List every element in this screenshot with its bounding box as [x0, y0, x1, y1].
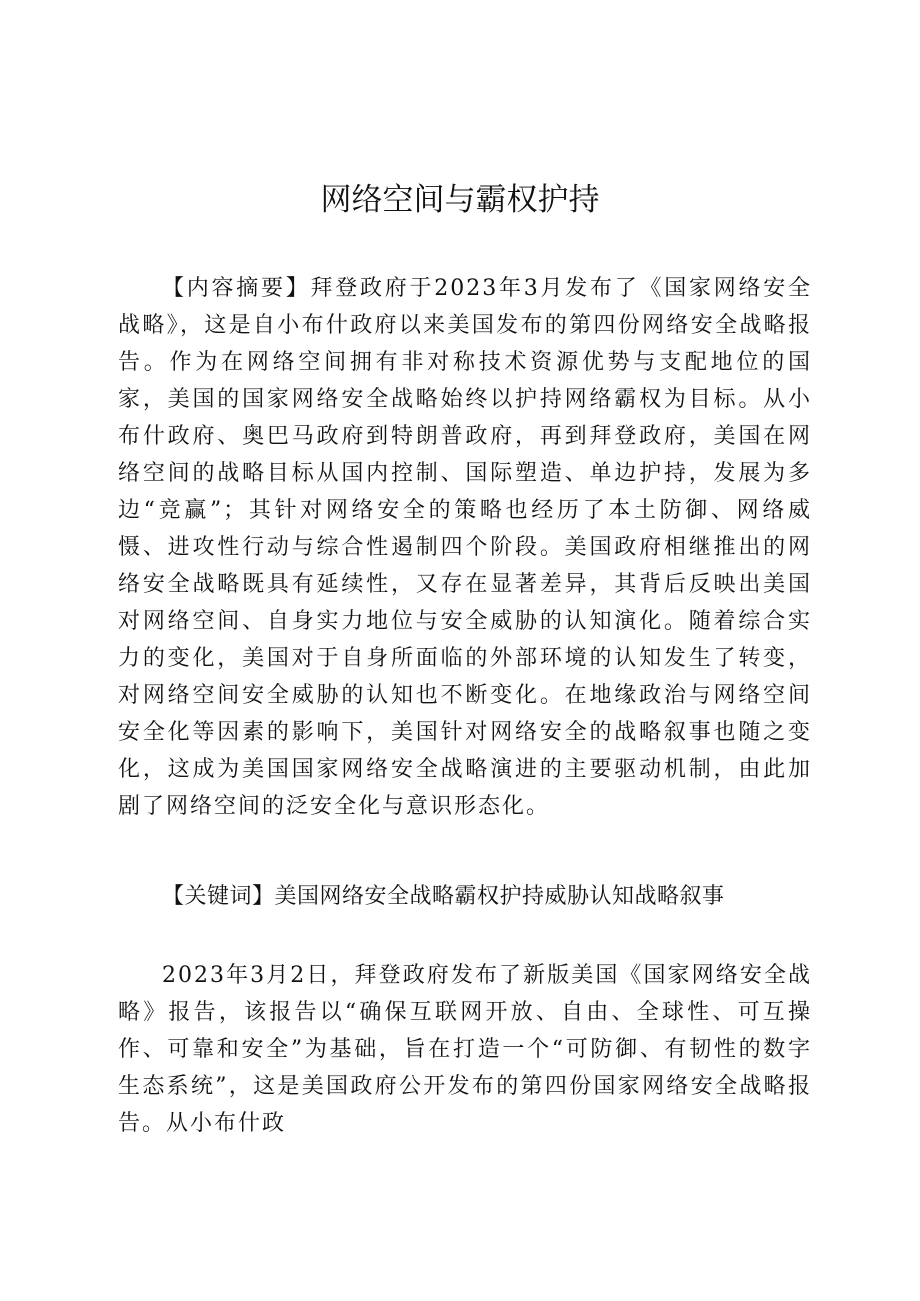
abstract-paragraph [118, 270, 812, 825]
body-paragraph: 2023年3月2日，拜登政府发布了新版美国《国家网络安全战略》报告，该报告以“确保互联网开放、自由、全球性、可互操作、可靠和安全”为基础，旨在打造一个“可防御、有韧性的数字生态系统”，这是美国政府公开发布的第四份国家网络安全战略报告。从小布什政 [118, 963, 812, 1136]
keywords-label: 【关键词】 [162, 884, 275, 909]
document-title: 网络空间与霸权护持 [320, 182, 600, 218]
keywords-text: 美国网络安全战略霸权护持威胁认知战略叙事 [274, 884, 725, 909]
abstract-label: 【内容摘要】 [162, 276, 311, 301]
keywords-paragraph [118, 878, 812, 915]
abstract-text: 拜登政府于2023年3月发布了《国家网络安全战略》，这是自小布什政府以来美国发布的第四份网络安全战略报告。作为在网络空间拥有非对称技术资源优势与支配地位的国家，美国的国家网络安全战略始终以护持网络霸权为目标。从小布什政府、奥巴马政府到特朗普政府，再到拜登政府，美国在网络空间的战略目标从国内控制、国际塑造、单边护持，发展为多边“竞赢”；其针对网络安全的策略也经历了本土防御、网络威慑、进攻性行动与综合性遏制四个阶段。美国政府相继推出的网络安全战略既具有延续性，又存在显著差异，其背后反映出美国对网络空间、自身实力地位与安全威胁的认知演化。随着综合实力的变化，美国对于自身所面临的外部环境的认知发生了转变，对网络空间安全威胁的认知也不断变化。在地缘政治与网络空间安全化等因素的影响下，美国针对网络安全的战略叙事也随之变化，这成为美国国家网络安全战略演进的主要驱动机制，由此加剧了网络空间的泛安全化与意识形态化。 [118, 276, 812, 819]
